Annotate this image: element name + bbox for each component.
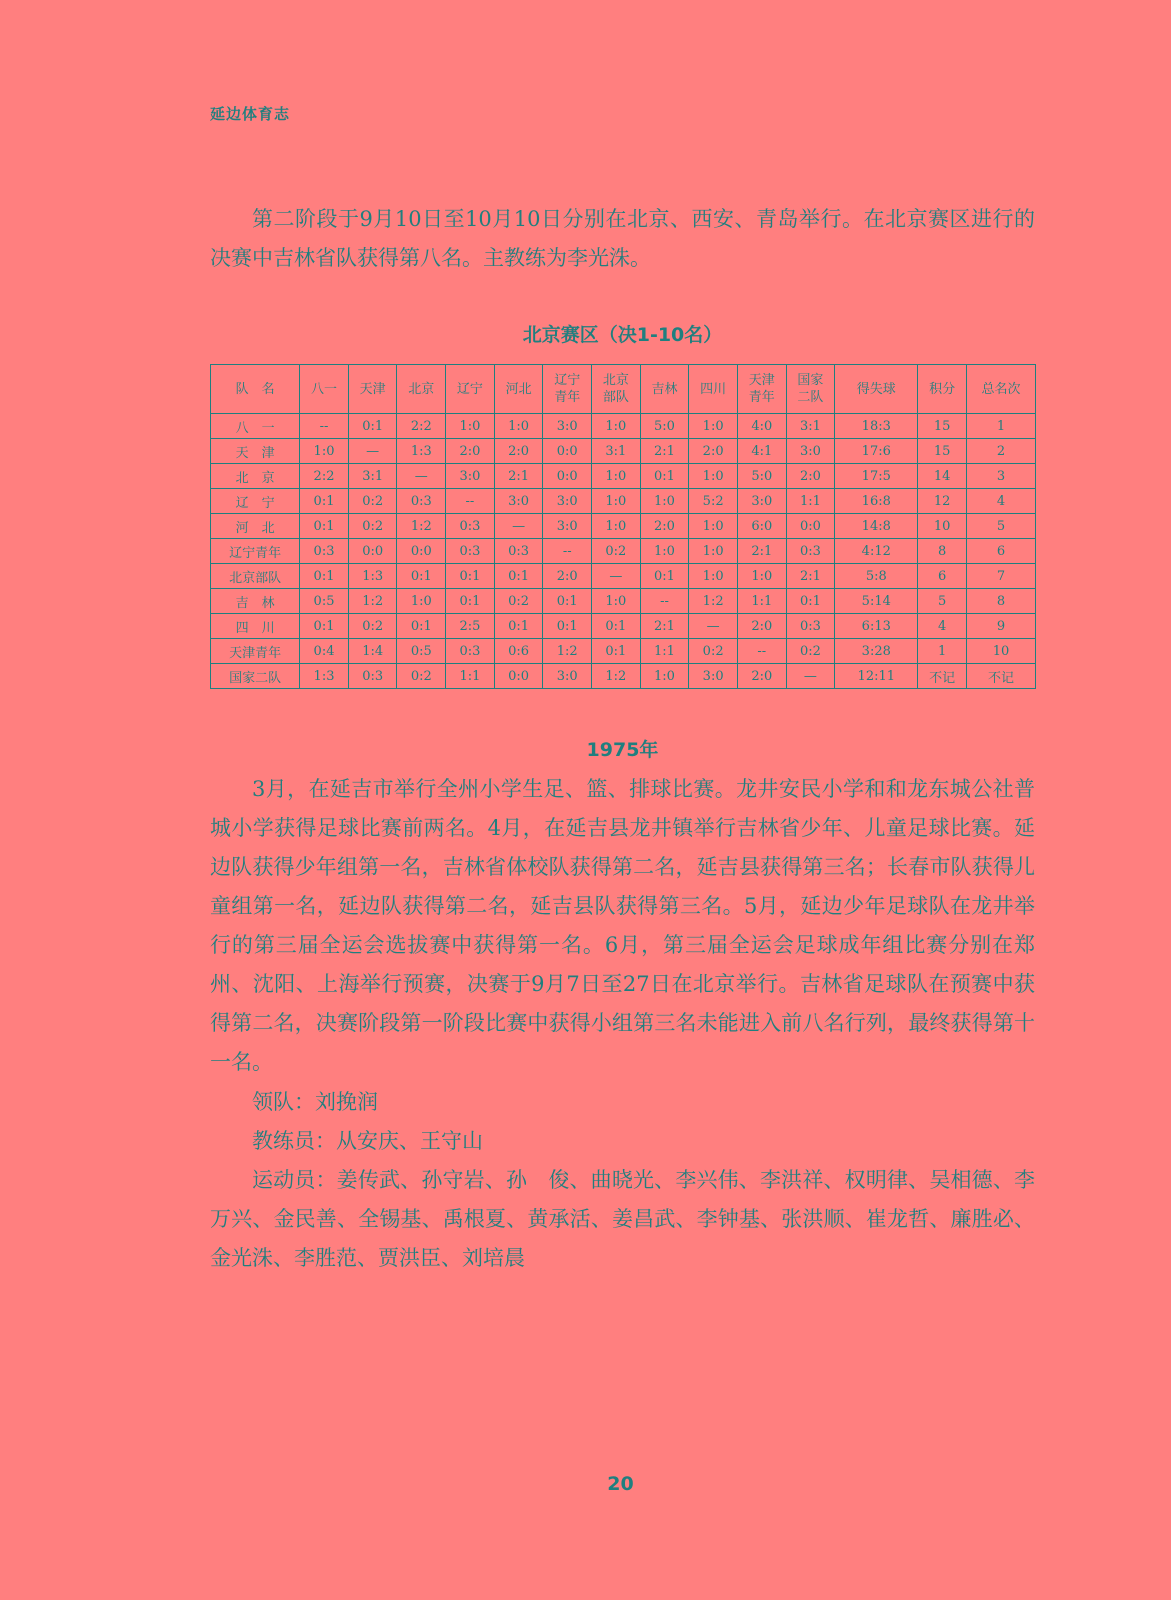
table-cell: 0:3	[786, 614, 835, 639]
table-cell: 0:2	[397, 664, 446, 689]
running-header: 延边体育志	[210, 105, 291, 123]
table-cell: 0:3	[397, 489, 446, 514]
table-cell: 0:0	[397, 539, 446, 564]
coaches: 教练员：从安庆、王守山	[252, 1129, 483, 1153]
table-cell: 0:3	[348, 664, 397, 689]
table-cell: 0:2	[348, 514, 397, 539]
header-bayi: 八一	[300, 365, 349, 414]
header-beijing-army: 北京部队	[592, 365, 641, 414]
table-cell: --	[543, 539, 592, 564]
header-liaoning-youth: 辽宁青年	[543, 365, 592, 414]
table-cell: 7	[966, 564, 1035, 589]
table-cell: 1:0	[689, 464, 738, 489]
table-cell: 4	[966, 489, 1035, 514]
table-cell: 15	[918, 414, 967, 439]
table-cell: —	[348, 439, 397, 464]
table-row	[211, 439, 1036, 464]
header-hebei: 河北	[494, 365, 543, 414]
table-cell: 0:3	[494, 539, 543, 564]
header-tianjin-youth: 天津青年	[737, 365, 786, 414]
table-cell: 0:2	[348, 489, 397, 514]
table-cell: 2:0	[737, 614, 786, 639]
table-cell: 1:3	[348, 564, 397, 589]
table-cell: 5	[966, 514, 1035, 539]
table-cell: 0:1	[397, 564, 446, 589]
table-cell: 0:1	[397, 614, 446, 639]
header-liaoning: 辽宁	[446, 365, 495, 414]
table-cell: 1:0	[640, 539, 689, 564]
team-name-cell: 北 京	[211, 464, 300, 489]
table-row	[211, 614, 1036, 639]
table-cell: 0:2	[592, 539, 641, 564]
table-cell: 1:1	[786, 489, 835, 514]
table-cell: 2	[966, 439, 1035, 464]
table-cell: 2:1	[640, 614, 689, 639]
table-cell: 1:1	[446, 664, 495, 689]
table-cell: 1:0	[640, 664, 689, 689]
table-cell: 0:1	[300, 514, 349, 539]
table-cell: 8	[966, 589, 1035, 614]
table-cell: 2:0	[786, 464, 835, 489]
table-cell: 1:1	[737, 589, 786, 614]
table-cell: 1:2	[543, 639, 592, 664]
table-cell: 0:1	[300, 614, 349, 639]
table-cell: 0:0	[348, 539, 397, 564]
table-cell: 0:1	[543, 614, 592, 639]
table-cell: 1:1	[640, 639, 689, 664]
table-cell: 2:0	[737, 664, 786, 689]
team-name-cell: 吉 林	[211, 589, 300, 614]
table-cell: 1:0	[592, 464, 641, 489]
year-heading: 1975年	[586, 739, 659, 761]
table-cell: 0:0	[543, 464, 592, 489]
header-points: 积分	[918, 365, 967, 414]
team-name-cell: 天 津	[211, 439, 300, 464]
table-row	[211, 464, 1036, 489]
team-name-cell: 辽宁青年	[211, 539, 300, 564]
table-cell: 3:1	[786, 414, 835, 439]
table-row	[211, 639, 1036, 664]
table-cell: 8	[918, 539, 967, 564]
table-cell: 0:5	[397, 639, 446, 664]
team-name-cell: 四 川	[211, 614, 300, 639]
table-cell: 0:1	[640, 564, 689, 589]
table-cell: 0:1	[592, 614, 641, 639]
table-cell: --	[737, 639, 786, 664]
team-name-cell: 河 北	[211, 514, 300, 539]
table-cell: 3:0	[737, 489, 786, 514]
table-row	[211, 589, 1036, 614]
table-cell: 0:1	[786, 589, 835, 614]
team-name-cell: 辽 宁	[211, 489, 300, 514]
table-cell: 3:0	[689, 664, 738, 689]
page-number: 20	[607, 1473, 634, 1495]
table-cell: 2:2	[300, 464, 349, 489]
table-title: 北京赛区（决1-10名）	[522, 324, 723, 346]
table-cell: 1:0	[689, 414, 738, 439]
table-cell: 0:1	[543, 589, 592, 614]
table-cell: 3:0	[543, 489, 592, 514]
table-cell: 3:28	[835, 639, 918, 664]
header-goals: 得失球	[835, 365, 918, 414]
table-cell: 18:3	[835, 414, 918, 439]
table-cell: 5:0	[640, 414, 689, 439]
table-cell: 4:1	[737, 439, 786, 464]
table-row	[211, 539, 1036, 564]
table-cell: 0:2	[689, 639, 738, 664]
table-cell: 0:3	[446, 539, 495, 564]
table-cell: 1:2	[689, 589, 738, 614]
table-cell: 14	[918, 464, 967, 489]
table-cell: 0:1	[494, 564, 543, 589]
table-cell: 2:1	[640, 439, 689, 464]
table-cell: 0:2	[786, 639, 835, 664]
table-body	[211, 414, 1036, 689]
table-cell: 1:0	[737, 564, 786, 589]
table-cell: --	[300, 414, 349, 439]
table-cell: 5:2	[689, 489, 738, 514]
table-cell: 0:3	[300, 539, 349, 564]
table-cell: 15	[918, 439, 967, 464]
table-cell: 1:4	[348, 639, 397, 664]
table-cell: 不记	[918, 664, 967, 689]
table-cell: —	[397, 464, 446, 489]
table-cell: 2:0	[494, 439, 543, 464]
table-cell: 0:1	[300, 489, 349, 514]
team-name-cell: 国家二队	[211, 664, 300, 689]
table-cell: 1:2	[592, 664, 641, 689]
table-cell: —	[592, 564, 641, 589]
table-cell: 3:0	[543, 664, 592, 689]
table-cell: 0:5	[300, 589, 349, 614]
table-cell: 1:3	[300, 664, 349, 689]
table-cell: —	[689, 614, 738, 639]
table-cell: 1:0	[300, 439, 349, 464]
table-cell: 6	[966, 539, 1035, 564]
table-cell: 4:0	[737, 414, 786, 439]
table-cell: 1:2	[348, 589, 397, 614]
table-cell: 5:14	[835, 589, 918, 614]
table-cell: 3	[966, 464, 1035, 489]
table-cell: 0:0	[786, 514, 835, 539]
table-header-row	[211, 365, 1036, 414]
table-cell: 10	[966, 639, 1035, 664]
table-cell: 1:0	[592, 414, 641, 439]
team-name-cell: 北京部队	[211, 564, 300, 589]
table-cell: 0:3	[446, 639, 495, 664]
table-cell: 0:1	[640, 464, 689, 489]
table-cell: 3:0	[446, 464, 495, 489]
table-cell: 5:0	[737, 464, 786, 489]
table-cell: 0:1	[446, 589, 495, 614]
team-name-cell: 天津青年	[211, 639, 300, 664]
table-cell: --	[640, 589, 689, 614]
table-cell: 1:3	[397, 439, 446, 464]
table-cell: 1:0	[640, 489, 689, 514]
table-cell: 0:6	[494, 639, 543, 664]
table-cell: 10	[918, 514, 967, 539]
table-cell: 5	[918, 589, 967, 614]
table-cell: 1:0	[689, 564, 738, 589]
table-row	[211, 414, 1036, 439]
table-cell: 2:1	[494, 464, 543, 489]
table-cell: 1:0	[446, 414, 495, 439]
table-cell: —	[494, 514, 543, 539]
table-cell: 0:2	[348, 614, 397, 639]
table-cell: 3:0	[494, 489, 543, 514]
header-beijing: 北京	[397, 365, 446, 414]
table-cell: 1:0	[689, 514, 738, 539]
table-cell: 2:0	[689, 439, 738, 464]
table-cell: 3:0	[786, 439, 835, 464]
table-cell: 3:0	[543, 514, 592, 539]
table-cell: 6	[918, 564, 967, 589]
table-cell: 0:1	[494, 614, 543, 639]
table-cell: 1:0	[494, 414, 543, 439]
table-cell: 1:0	[592, 489, 641, 514]
table-cell: 2:0	[446, 439, 495, 464]
table-cell: 2:1	[737, 539, 786, 564]
table-cell: 4:12	[835, 539, 918, 564]
table-cell: 5:8	[835, 564, 918, 589]
table-cell: 2:5	[446, 614, 495, 639]
header-rank: 总名次	[966, 365, 1035, 414]
header-tianjin: 天津	[348, 365, 397, 414]
table-cell: 0:1	[348, 414, 397, 439]
table-cell: 0:3	[446, 514, 495, 539]
table-cell: 3:0	[543, 414, 592, 439]
table-cell: 6:13	[835, 614, 918, 639]
table-cell: 2:2	[397, 414, 446, 439]
table-cell: 9	[966, 614, 1035, 639]
table-cell: 1	[966, 414, 1035, 439]
table-cell: 1:0	[689, 539, 738, 564]
standings-table	[210, 364, 1036, 689]
table-cell: 12:11	[835, 664, 918, 689]
table-cell: 12	[918, 489, 967, 514]
table-row	[211, 489, 1036, 514]
table-cell: 0:2	[494, 589, 543, 614]
table-row	[211, 664, 1036, 689]
table-cell: 17:6	[835, 439, 918, 464]
table-cell: 不记	[966, 664, 1035, 689]
table-cell: 3:1	[592, 439, 641, 464]
table-cell: 0:1	[446, 564, 495, 589]
header-team: 队 名	[211, 365, 300, 414]
table-cell: 2:1	[786, 564, 835, 589]
table-cell: —	[786, 664, 835, 689]
table-cell: 0:4	[300, 639, 349, 664]
team-name-cell: 八 一	[211, 414, 300, 439]
table-cell: 2:0	[543, 564, 592, 589]
table-cell: 17:5	[835, 464, 918, 489]
table-cell: 1	[918, 639, 967, 664]
table-cell: --	[446, 489, 495, 514]
table-cell: 1:0	[592, 514, 641, 539]
table-cell: 14:8	[835, 514, 918, 539]
table-cell: 1:0	[397, 589, 446, 614]
header-sichuan: 四川	[689, 365, 738, 414]
table-cell: 1:2	[397, 514, 446, 539]
table-cell: 0:1	[300, 564, 349, 589]
table-row	[211, 514, 1036, 539]
header-national-2: 国家二队	[786, 365, 835, 414]
table-cell: 16:8	[835, 489, 918, 514]
table-cell: 0:1	[592, 639, 641, 664]
table-cell: 2:0	[640, 514, 689, 539]
table-row	[211, 564, 1036, 589]
table-cell: 0:3	[786, 539, 835, 564]
header-jilin: 吉林	[640, 365, 689, 414]
table-cell: 6:0	[737, 514, 786, 539]
table-cell: 3:1	[348, 464, 397, 489]
team-leader: 领队：刘挽润	[252, 1090, 378, 1114]
table-cell: 1:0	[592, 589, 641, 614]
table-cell: 0:0	[494, 664, 543, 689]
intro-paragraph: 第二阶段于9月10日至10月10日分别在北京、西安、青岛举行。在北京赛区进行的决赛中吉林省队获得第八名。主教练为李光洙。	[210, 207, 1035, 270]
table-cell: 4	[918, 614, 967, 639]
table-cell: 0:0	[543, 439, 592, 464]
athletes: 运动员：姜传武、孙守岩、孙 俊、曲晓光、李兴伟、李洪祥、权明律、吴相德、李万兴、金民善、全锡基、禹根夏、黄承活、姜昌武、李钟基、张洪顺、崔龙哲、廉胜必、金光洙、李胜范、贾洪臣、刘培晨	[210, 1168, 1035, 1270]
paragraph-1975: 3月，在延吉市举行全州小学生足、篮、排球比赛。龙井安民小学和和龙东城公社普城小学获得足球比赛前两名。4月，在延吉县龙井镇举行吉林省少年、儿童足球比赛。延边队获得少年组第一名，吉林省体校队获得第二名，延吉县获得第三名；长春市队获得儿童组第一名，延边队获得第二名，延吉县队获得第三名。5月，延边少年足球队在龙井举行的第三届全运会选拔赛中获得第一名。6月，第三届全运会足球成年组比赛分别在郑州、沈阳、上海举行预赛，决赛于9月7日至27日在北京举行。吉林省足球队在预赛中获得第二名，决赛阶段第一阶段比赛中获得小组第三名未能进入前八名行列，最终获得第十一名。	[210, 777, 1035, 1074]
